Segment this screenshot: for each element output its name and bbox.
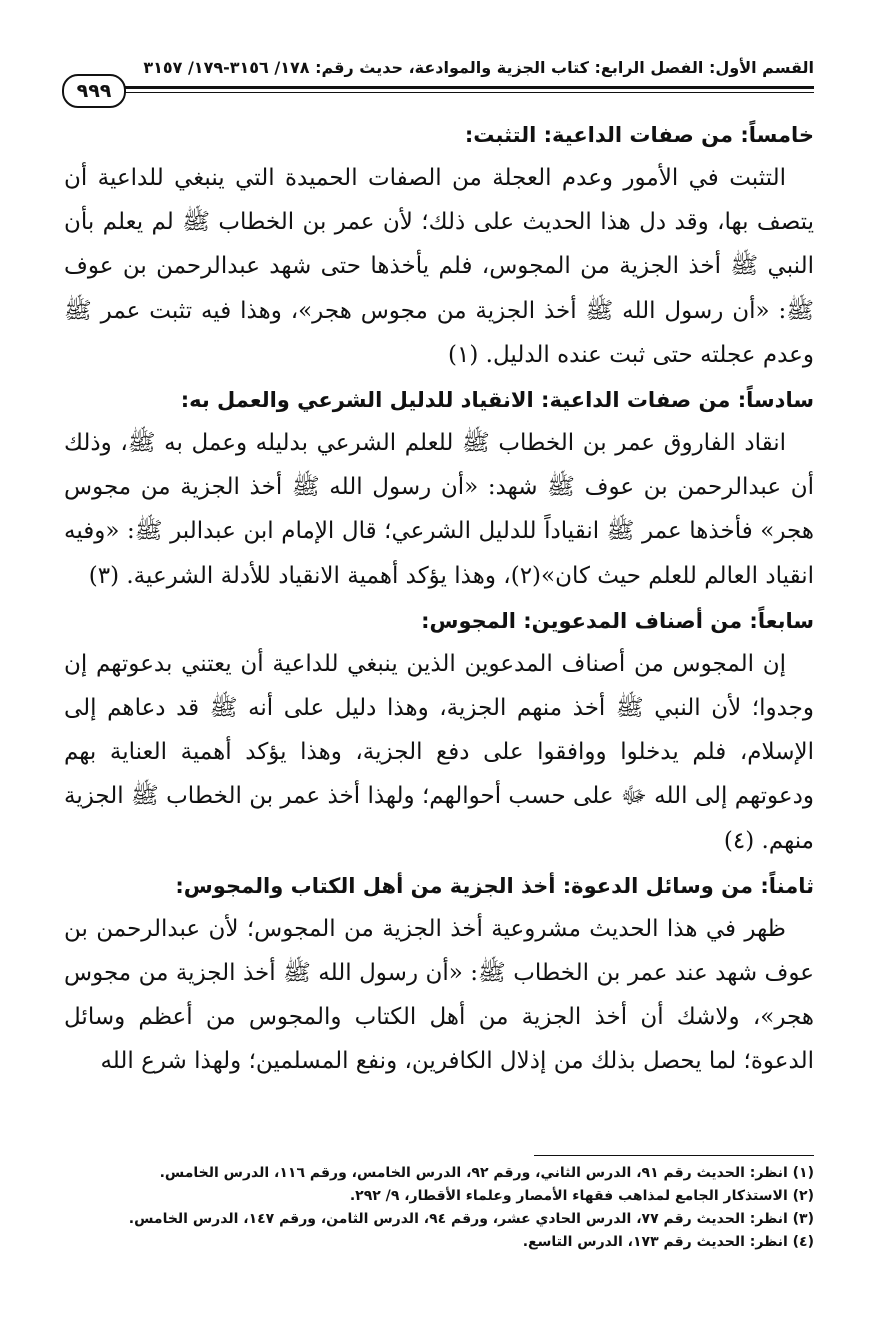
page-number: ٩٩٩ [62,74,126,108]
footnote: (٢) الاستذكار الجامع لمذاهب فقهاء الأمصار وعلماء الأقطار، ٩/ ٢٩٢. [349,1188,814,1204]
footnote-separator [534,1155,814,1156]
section-paragraph: إن المجوس من أصناف المدعوين الذين ينبغي للداعية أن يعتني بدعوتهم إن وجدوا؛ لأن النبي ﷺ أخذ منهم الجزية، وهذا دليل على أنه ﷺ قد دعاهم إلى الإسلام، فلم يدخلوا ووافقوا على دفع الجزية، وهذا يؤكد أهمية العناية بهم ودعوتهم إلى الله ﷻ على حسب أحوالهم؛ ولهذا أخذ عمر بن الخطاب ﷺ الجزية منهم. (٤) [64,650,814,854]
section-heading: ثامناً: من وسائل الدعوة: أخذ الجزية من أهل الكتاب والمجوس: [175,873,814,898]
section-paragraph: ظهر في هذا الحديث مشروعية أخذ الجزية من المجوس؛ لأن عبدالرحمن بن عوف شهد عند عمر بن الخطاب ﷺ: «أن رسول الله ﷺ أخذ الجزية من مجوس هجر»، ولاشك أن أخذ الجزية من أهل الكتاب والمجوس من أعظم وسائل الدعوة؛ لما يحصل بذلك من إذلال الكافرين، ونفع المسلمين؛ ولهذا شرع الله [64,915,814,1075]
main-text [64,112,814,1084]
footnote: (٣) انظر: الحديث رقم ٧٧، الدرس الحادي عشر، ورقم ٩٤، الدرس الثامن، ورقم ١٤٧، الدرس الخامس. [128,1211,814,1227]
running-title: القسم الأول: الفصل الرابع: كتاب الجزية والموادعة، حديث رقم: ١٧٨/ ٣١٥٦-١٧٩/ ٣١٥٧ [143,58,814,77]
section-heading: خامساً: من صفات الداعية: التثبت: [464,123,814,147]
footnote: (٤) انظر: الحديث رقم ١٧٣، الدرس التاسع. [522,1234,814,1250]
section-paragraph: انقاد الفاروق عمر بن الخطاب ﷺ للعلم الشرعي بدليله وعمل به ﷺ، وذلك أن عبدالرحمن بن عوف ﷺ شهد: «أن رسول الله ﷺ أخذ الجزية من مجوس هجر» فأخذها عمر ﷺ انقياداً للدليل الشرعي؛ قال الإمام ابن عبدالبر ﷺ: «وفيه انقياد العالم للعلم حيث كان»(٢)، وهذا يؤكد أهمية الانقياد للأدلة الشرعية. (٣) [64,430,814,589]
footnote: (١) انظر: الحديث رقم ٩١، الدرس الثاني، ورقم ٩٢، الدرس الخامس، ورقم ١١٦، الدرس الخامس. [159,1165,814,1181]
section-heading: سابعاً: من أصناف المدعوين: المجوس: [421,608,814,633]
footnotes [64,1155,814,1254]
section-heading: سادساً: من صفات الداعية: الانقياد للدليل الشرعي والعمل به: [180,388,814,413]
header-rule-thin [118,92,814,93]
header-rule-thick [118,86,814,89]
section-paragraph: التثبت في الأمور وعدم العجلة من الصفات الحميدة التي ينبغي للداعية أن يتصف بها، وقد دل هذا الحديث على ذلك؛ لأن عمر بن الخطاب ﷺ لم يعلم بأن النبي ﷺ أخذ الجزية من المجوس، فلم يأخذها حتى شهد عبدالرحمن بن عوف ﷺ: «أن رسول الله ﷺ أخذ الجزية من مجوس هجر»، وهذا فيه تثبت عمر ﷺ وعدم عجلته حتى ثبت عنده الدليل. (١) [64,165,814,368]
running-header [118,58,814,94]
